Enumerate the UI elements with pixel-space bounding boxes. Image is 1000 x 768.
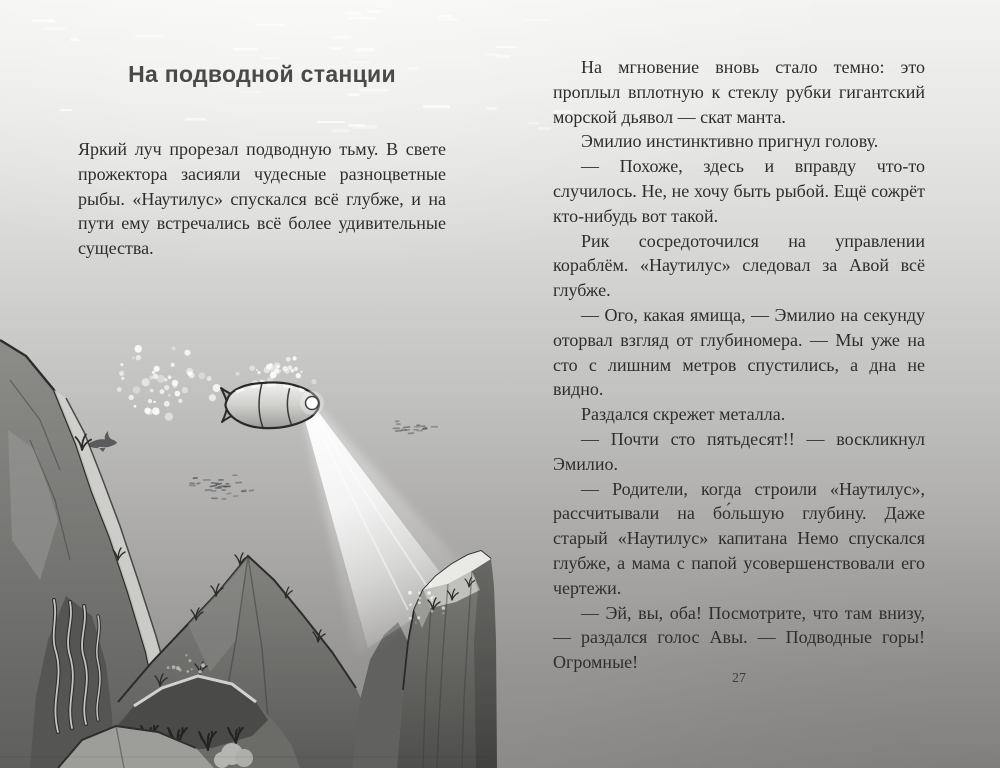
fish-school-icon: [189, 474, 255, 500]
fish-school-icon: [393, 420, 439, 434]
paragraph: Яркий луч прорезал подводную тьму. В свете прожектора засияли чудесные разноцветные рыбы. «Наутилус» спускался всё глубже, и на пути ему встречались всё более удивительные существа.: [78, 139, 446, 259]
paragraph: — Ого, какая ямища, — Эмилио на секунду оторвал взгляд от глубиномера. — Мы уже на сто с лишним метров спустились, а дна не видно.: [553, 304, 925, 400]
headlight: [306, 397, 319, 410]
paragraph: — Эй, вы, оба! Посмотрите, что там внизу, — раздался голос Авы. — Подводные горы! Огромные!: [553, 602, 925, 673]
bubble-cluster-icon: [117, 345, 221, 421]
paragraph: Раздался скрежет металла.: [581, 404, 786, 425]
paragraph: — Похоже, здесь и вправду что-то случилось. Не, не хочу быть рыбой. Ещё сожрёт кто-нибудь вот такой.: [553, 156, 925, 226]
paragraph: На мгновение вновь стало темно: это проплыл вплотную к стеклу рубки гигантский морской дьявол — скат манта.: [553, 57, 925, 127]
text-column: [553, 55, 925, 675]
paragraph: — Почти сто пятьдесят!! — воскликнул Эмилио.: [553, 428, 925, 474]
paragraph: Эмилио инстинктивно пригнул голову.: [581, 131, 879, 152]
paragraph: Рик сосредоточился на управлении кораблём. «Наутилус» следовал за Авой всё глубже.: [553, 230, 925, 301]
shark-silhouette-icon: [87, 431, 117, 452]
page-number: 27: [732, 671, 746, 686]
chapter-title: На подводной станции: [128, 61, 396, 87]
paragraph: — Родители, когда строили «Наутилус», рассчитывали на бо́льшую глубину. Даже старый «Наутилус» капитана Немо спускался глубже, а мама с папой усовершенствовали его чертежи.: [553, 478, 925, 598]
